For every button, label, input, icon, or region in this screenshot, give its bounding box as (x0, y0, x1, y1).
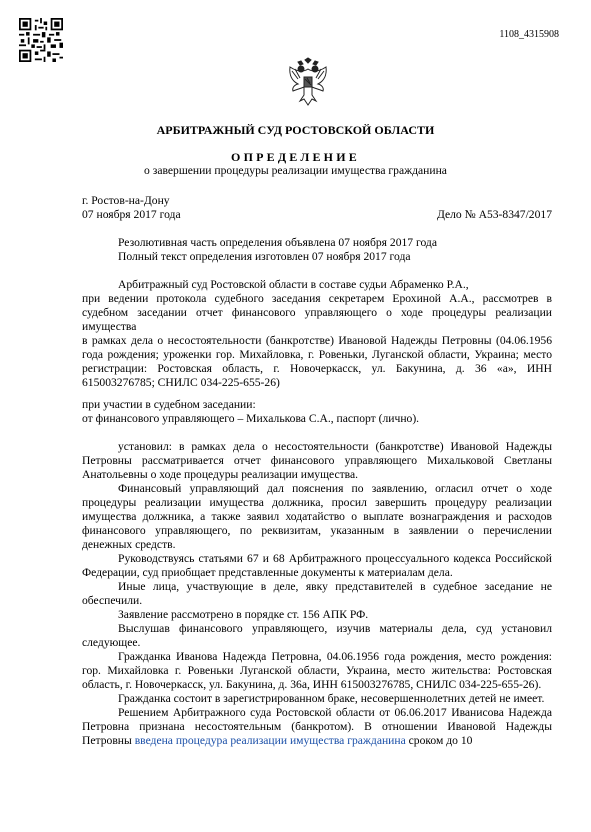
meta-block (82, 194, 552, 222)
paragraph: Арбитражный суд Ростовской области в составе судьи Абраменко Р.А., (118, 278, 469, 291)
full-text-line: Полный текст определения изготовлен 07 ноября 2017 года (118, 250, 411, 263)
qr-code-icon (19, 18, 63, 62)
participants-block (82, 398, 552, 426)
paragraph (82, 706, 552, 748)
procedure-link[interactable]: введена процедура реализации имущества гражданина (134, 734, 406, 747)
paragraph: Гражданка Иванова Надежда Петровна, 04.06.1956 года рождения, место рождения: гор. Михайловка г. Ровеньки Луганской области, Украина, место жительства: Ростовская область, г. Новочеркасск, ул. Бакунина, д. 36а, ИНН 615003276785, СНИЛС 034-225-655-26). (82, 650, 552, 691)
paragraph: при ведении протокола судебного заседания секретарем Ерохиной А.А., рассмотрев в судебном заседании отчет финансового управляющего о ходе процедуры реализации имущества (82, 292, 552, 333)
document-number: 1108_4315908 (499, 29, 559, 40)
document-subtitle: о завершении процедуры реализации имущества гражданина (144, 164, 447, 177)
coat-of-arms-icon (286, 57, 330, 107)
court-name: АРБИТРАЖНЫЙ СУД РОСТОВСКОЙ ОБЛАСТИ (156, 123, 435, 137)
paragraph: Иные лица, участвующие в деле, явку представителей в судебное заседание не обеспечили. (82, 580, 552, 607)
paragraph: Гражданка состоит в зарегистрированном браке, несовершеннолетних детей не имеет. (118, 692, 545, 705)
document-title: ОПРЕДЕЛЕНИЕ (231, 150, 360, 164)
city: г. Ростов-на-Дону (82, 194, 170, 207)
main-text-block (82, 440, 552, 748)
paragraph-text: Решением Арбитражного суда Ростовской области от 06.06.2017 Иванисова Надежда Петровна признана несостоятельным (банкротом). В отношении Ивановой Надежды Петровны (82, 706, 552, 747)
paragraph-text: сроком до 10 (405, 734, 473, 747)
intro-block (82, 278, 552, 390)
paragraph: Выслушав финансового управляющего, изучив материалы дела, суд установил следующее. (82, 622, 552, 649)
paragraph: Финансовый управляющий дал пояснения по заявлению, огласил отчет о ходе процедуры реализации имущества должника, просил завершить процедуру реализации имущества должника, а также заявил ходатайство о выплате вознаграждения и расходов финансового управляющего, по реквизитам, указанным в заявлении о перечислении денежных средств. (82, 482, 552, 551)
paragraph: при участии в судебном заседании: (82, 398, 256, 411)
paragraph: от финансового управляющего – Михалькова С.А., паспорт (лично). (82, 412, 420, 425)
date: 07 ноября 2017 года (82, 208, 181, 221)
case-number: Дело № А53-8347/2017 (436, 208, 552, 221)
announcement-block (118, 236, 538, 264)
date-row (82, 208, 552, 222)
resolution-line: Резолютивная часть определения объявлена 07 ноября 2017 года (118, 236, 437, 249)
paragraph: в рамках дела о несостоятельности (банкротстве) Ивановой Надежды Петровны (04.06.1956 года рождения; уроженки гор. Михайловка, г. Ровеньки, Луганской области, Украина; место регистрации: Ростовская область, г. Новочеркасск, ул. Бакунина, д. 36 «а», ИНН 615003276785; СНИЛС 034-225-655-26) (82, 334, 552, 389)
paragraph: Заявление рассмотрено в порядке ст. 156 АПК РФ. (118, 608, 369, 621)
paragraph: установил: в рамках дела о несостоятельности (банкротстве) Ивановой Надежды Петровны рассматривается отчет финансового управляющего Михальковой Светланы Анатольевны о ходе процедуры реализации имущества. (82, 440, 552, 481)
paragraph: Руководствуясь статьями 67 и 68 Арбитражного процессуального кодекса Российской Федерации, суд приобщает представленные документы к материалам дела. (82, 552, 552, 579)
